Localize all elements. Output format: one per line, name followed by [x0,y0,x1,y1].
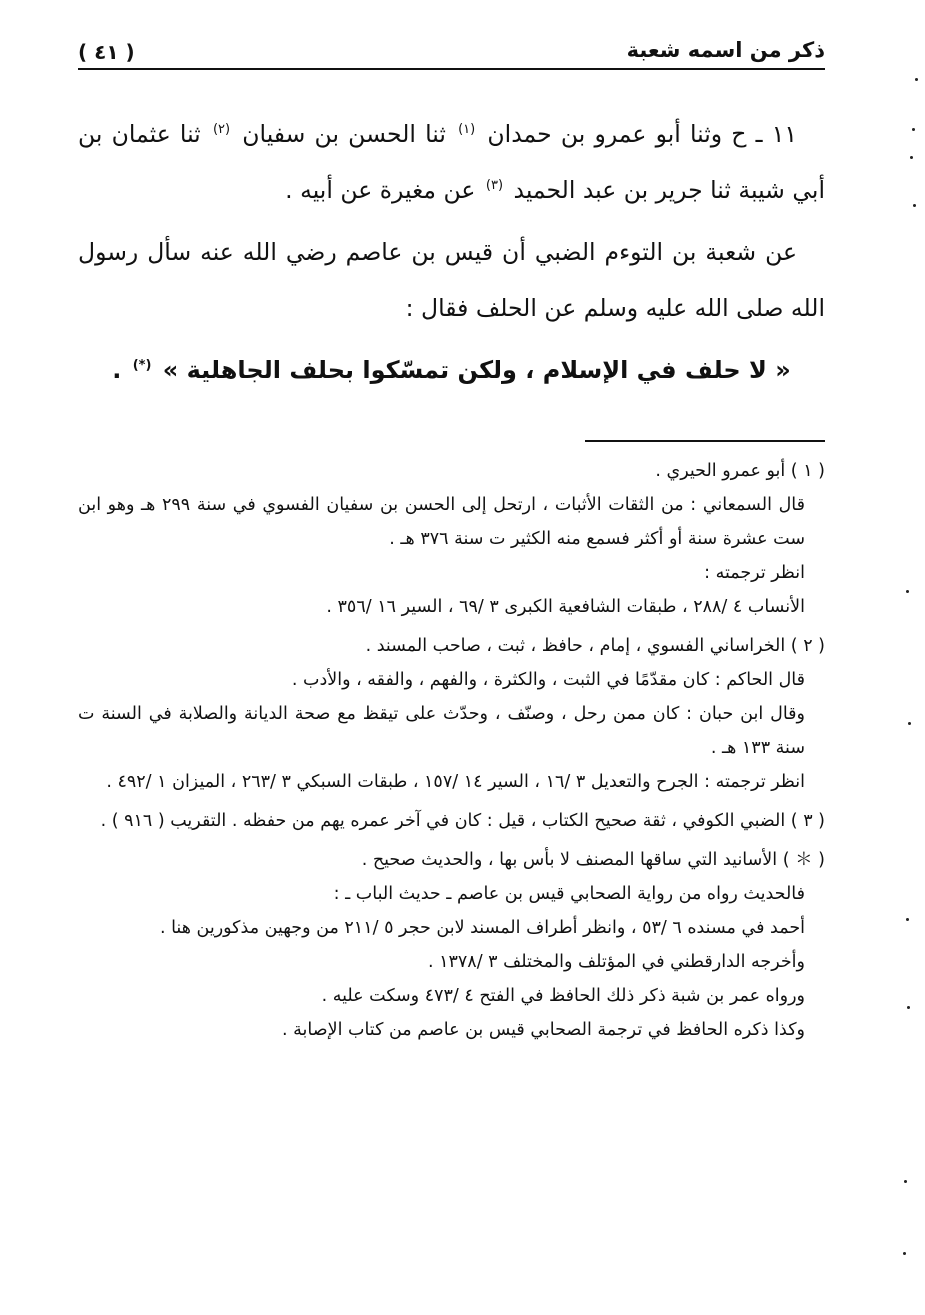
footnote-1-line: انظر ترجمته : [704,563,805,583]
hadith-text [78,342,825,398]
footnote-1-line: الأنساب ٤ /٢٨٨ ، طبقات الشافعية الكبرى ٣ /٦٩ ، السير ١٦ /٣٥٦ . [326,597,805,617]
scan-speck [913,204,916,207]
isnad-part-3: ثنا عثمان بن أبي شيبة ثنا جرير بن عبد الحميد [78,120,825,204]
footnote-star-line: وأخرجه الدارقطني في المؤتلف والمختلف ٣ /١٣٧٨ . [427,952,805,972]
scan-speck [908,722,911,725]
footnote-2-line: قال الحاكم : كان مقدّمًا في الثبت ، والكثرة ، والفهم ، والفقه ، والأدب . [291,670,805,690]
footnote-ref-star[interactable]: (*) [132,358,152,373]
main-text [78,106,825,398]
isnad-part-4: عن مغيرة عن أبيه . [285,176,476,204]
scan-speck [904,1180,907,1183]
footnote-3-head: ( ٣ ) الضبي الكوفي ، ثقة صحيح الكتاب ، قيل : كان في آخر عمره يهم من حفظه . التقريب ( ٩١٦ ) . [100,811,825,831]
page [78,36,825,1040]
footnote-2-line: انظر ترجمته : الجرح والتعديل ٣ /١٦ ، السير ١٤ /١٥٧ ، طبقات السبكي ٣ /٢٦٣ ، الميزان ١ /٤٩٢ . [106,772,805,792]
hadith-quote: « لا حلف في الإسلام ، ولكن تمسّكوا بحلف الجاهلية » [162,356,791,384]
scan-speck [903,1252,906,1255]
footnote-1-line: قال السمعاني : من الثقات الأثبات ، ارتحل إلى الحسن بن سفيان الفسوي في سنة ٢٩٩ هـ وهو ابن ست عشرة سنة أو أكثر فسمع منه الكثير ت سنة ٣٧٦ هـ . [78,495,806,549]
footnote-star-line: وكذا ذكره الحافظ في ترجمة الصحابي قيس بن عاصم من كتاب الإصابة . [282,1020,805,1040]
footnote-ref-3[interactable]: (٣) [485,178,504,194]
footnote-2-line: وقال ابن حبان : كان ممن رحل ، وصنّف ، وحدّث على تيقظ مع صحة الديانة والصلابة في السنة ت سنة ١٣٣ هـ . [78,704,805,758]
running-header [78,36,825,70]
footnotes [78,454,825,1047]
footnote-star-line: فالحديث رواه من رواية الصحابي قيس بن عاصم ـ حديث الباب ـ : [333,884,805,904]
isnad-part-1: ١١ ـ ح وثنا أبو عمرو بن حمدان [487,120,797,148]
footnote-star-line: ورواه عمر بن شبة ذكر ذلك الحافظ في الفتح ٤ /٤٧٣ وسكت عليه . [321,986,805,1006]
scan-speck [915,78,918,81]
footnote-star-line: أحمد في مسنده ٦ /٥٣ ، وانظر أطراف المسند لابن حجر ٥ /٢١١ من وجهين مذكورين هنا . [159,918,805,938]
footnote-1-head: ( ١ ) أبو عمرو الحيري . [655,461,825,481]
isnad-paragraph [78,106,825,218]
scan-speck [912,128,915,131]
hadith-end: . [112,356,122,384]
scan-speck [906,590,909,593]
scan-speck [907,1006,910,1009]
page-number: ( ٤١ ) [78,40,135,64]
footnote-separator [585,440,825,442]
isnad-part-2: ثنا الحسن بن سفيان [242,120,446,148]
scan-speck [910,156,913,159]
footnote-star-head: ( ＊ ) الأسانيد التي ساقها المصنف لا بأس بها ، والحديث صحيح . [361,850,825,870]
scan-speck [906,918,909,921]
footnote-ref-1[interactable]: (١) [458,122,476,138]
footnote-ref-2[interactable]: (٢) [212,122,231,138]
footnote-2-head: ( ٢ ) الخراساني الفسوي ، إمام ، حافظ ، ثبت ، صاحب المسند . [365,636,825,656]
matn-intro-paragraph: عن شعبة بن التوءم الضبي أن قيس بن عاصم رضي الله عنه سأل رسول الله صلى الله عليه وسلم عن الحلف فقال : [78,238,825,322]
header-title: ذكر من اسمه شعبة [626,38,825,62]
